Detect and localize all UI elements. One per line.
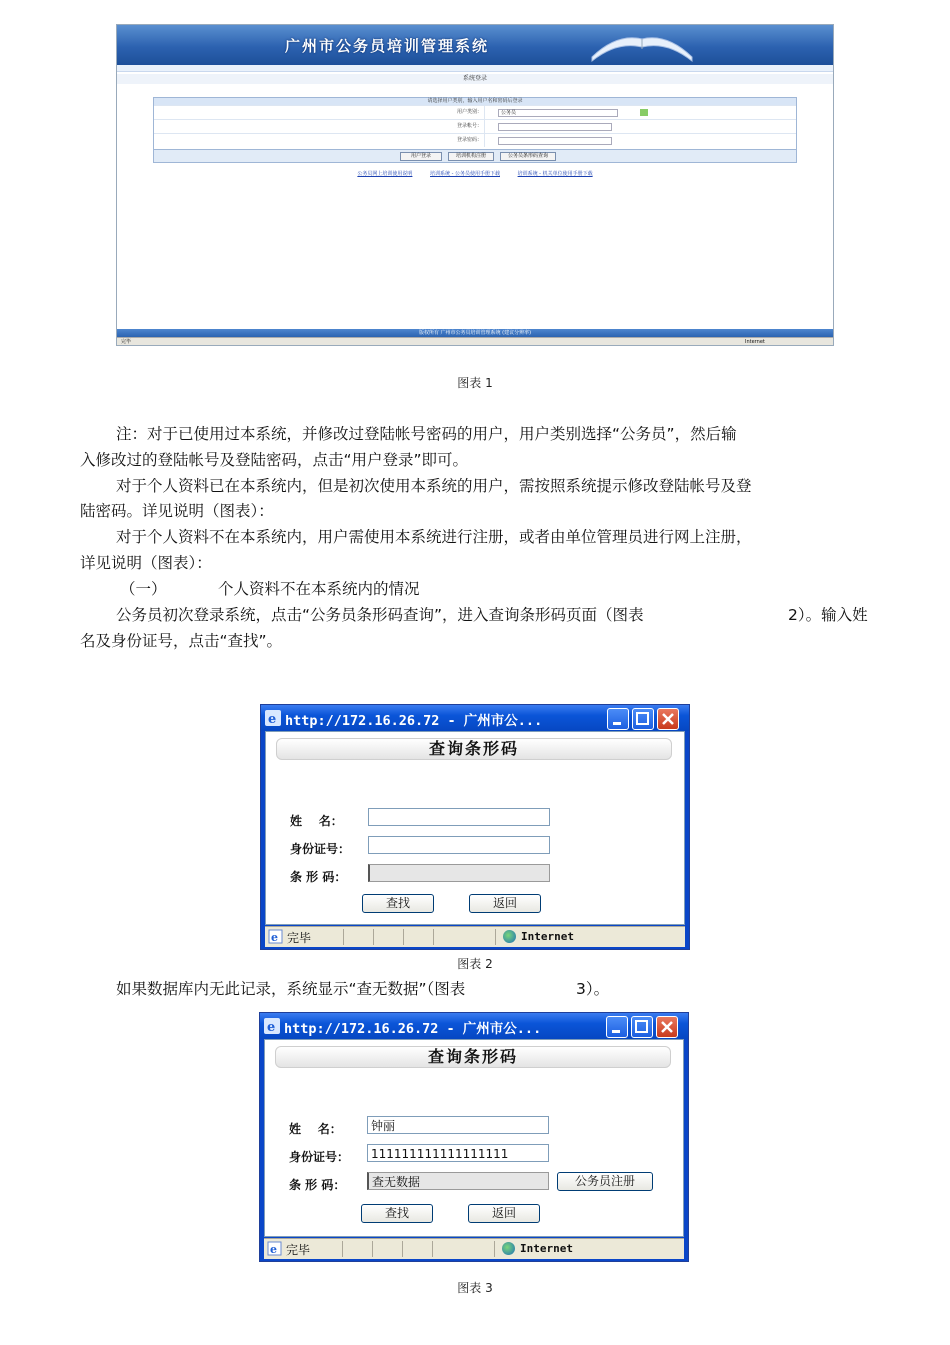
password-input[interactable] <box>498 137 612 145</box>
status-zone: Internet <box>745 339 765 345</box>
figure-1-caption: 图表 1 <box>457 376 493 390</box>
minimize-icon[interactable] <box>607 708 629 730</box>
window-title: http://172.16.26.72 - 广州市公... <box>285 713 543 729</box>
banner-subbar <box>117 65 833 72</box>
no-record-sentence: 如果数据库内无此记录，系统显示“查无数据”（图表 <box>116 980 466 998</box>
maximize-icon[interactable] <box>631 1016 653 1038</box>
figure-1-login-screenshot <box>116 24 834 346</box>
globe-icon <box>502 1242 515 1255</box>
password-row <box>154 133 796 147</box>
close-icon[interactable] <box>657 708 679 730</box>
back-button[interactable]: 返回 <box>468 1204 540 1223</box>
paragraph-1-line-1: 注：对于已使用过本系统，并修改过登陆帐号密码的用户，用户类别选择“公务员”，然后输 <box>116 425 737 443</box>
status-zone: Internet <box>520 1242 573 1255</box>
paragraph-2-line-2: 陆密码。详见说明（图表）： <box>80 502 274 520</box>
help-link-usage[interactable]: 公务员网上培训使用说明 <box>357 171 413 177</box>
svg-text:e: e <box>267 1020 276 1034</box>
banner-title: 广州市公务员培训管理系统 <box>285 37 490 55</box>
id-number-label: 身份证号： <box>289 1150 350 1164</box>
figure-2-browser-window <box>260 704 690 950</box>
window-titlebar <box>260 1013 688 1039</box>
password-label: 登录密码： <box>456 137 482 143</box>
status-done: 完毕 <box>121 339 132 345</box>
help-link-unit-manual[interactable]: 培训系统 - 机关单位使用手册下载 <box>517 171 593 177</box>
staff-register-button[interactable]: 公务员注册 <box>557 1172 653 1191</box>
user-login-button[interactable]: 用户登录 <box>400 152 442 161</box>
account-row <box>154 119 796 133</box>
paragraph-3-line-1: 对于个人资料不在本系统内，用户需使用本系统进行注册，或者由单位管理员进行网上注册， <box>116 528 752 546</box>
system-banner <box>117 25 833 65</box>
name-label: 姓 名： <box>290 814 343 828</box>
page-icon <box>267 1241 282 1256</box>
user-type-select[interactable]: 公务员 <box>498 109 618 117</box>
browser-statusbar <box>265 926 685 947</box>
help-link-staff-manual[interactable]: 培训系统 - 公务员使用手册下载 <box>430 171 500 177</box>
ie-icon <box>265 710 281 726</box>
barcode-label: 条 形 码： <box>290 870 347 884</box>
page-heading: 查询条形码 <box>275 1046 671 1068</box>
user-type-label: 用户类别： <box>456 109 482 115</box>
paragraph-4-line-1-tail: 2）。输入姓 <box>788 606 868 624</box>
no-record-sentence-tail: 3）。 <box>576 980 610 998</box>
id-number-input[interactable]: 111111111111111111 <box>367 1144 549 1162</box>
browser-statusbar <box>117 337 833 346</box>
paragraph-3-line-2: 详见说明（图表）： <box>80 554 212 572</box>
open-book-icon <box>587 27 697 63</box>
browser-statusbar <box>264 1238 684 1259</box>
status-zone: Internet <box>521 930 574 943</box>
section-number: （一） <box>120 580 167 598</box>
ie-icon <box>264 1018 280 1034</box>
barcode-query-button[interactable]: 公务员条形码查询 <box>500 152 556 161</box>
status-done: 完毕 <box>287 931 312 945</box>
account-label: 登录帐号： <box>456 123 482 129</box>
page-footer: 版权所有 广州市公务员培训管理系统 (建议分辨率) <box>117 329 833 337</box>
paragraph-1-line-2: 入修改过的登陆帐号及登陆密码，点击“用户登录”即可。 <box>80 451 469 469</box>
user-type-row <box>154 105 796 119</box>
figure-3-caption: 图表 3 <box>457 1281 493 1295</box>
institution-register-button[interactable]: 培训机构注册 <box>448 152 494 161</box>
find-button[interactable]: 查找 <box>361 1204 433 1223</box>
svg-text:e: e <box>270 1243 277 1256</box>
paragraph-4-line-2: 名及身份证号，点击“查找”。 <box>80 632 283 650</box>
find-button[interactable]: 查找 <box>362 894 434 913</box>
dropdown-arrow-icon[interactable] <box>640 109 648 116</box>
barcode-field: 查无数据 <box>367 1172 549 1190</box>
close-icon[interactable] <box>656 1016 678 1038</box>
name-input[interactable]: 钟丽 <box>367 1116 549 1134</box>
svg-text:e: e <box>271 931 278 944</box>
page-heading: 查询条形码 <box>276 738 672 760</box>
name-input[interactable] <box>368 808 550 826</box>
page-content <box>265 731 685 925</box>
login-button-row <box>153 149 797 163</box>
figure-3-browser-window <box>259 1012 689 1262</box>
status-done: 完毕 <box>286 1243 311 1257</box>
page-icon <box>268 929 283 944</box>
svg-text:e: e <box>268 712 277 726</box>
paragraph-4-line-1: 公务员初次登录系统，点击“公务员条形码查询”，进入查询条形码页面（图表 <box>116 606 644 624</box>
page-content <box>264 1039 684 1237</box>
id-number-input[interactable] <box>368 836 550 854</box>
id-number-label: 身份证号： <box>290 842 351 856</box>
section-heading: 个人资料不在本系统内的情况 <box>218 580 420 598</box>
back-button[interactable]: 返回 <box>469 894 541 913</box>
form-hint: 请选择用户类别，输入用户名和密码后登录 <box>154 98 796 105</box>
maximize-icon[interactable] <box>632 708 654 730</box>
globe-icon <box>503 930 516 943</box>
barcode-label: 条 形 码： <box>289 1178 346 1192</box>
section-title: 系统登录 <box>117 74 833 84</box>
figure-2-caption: 图表 2 <box>457 957 493 971</box>
window-titlebar <box>261 705 689 731</box>
barcode-field <box>368 864 550 882</box>
name-label: 姓 名： <box>289 1122 342 1136</box>
paragraph-2-line-1: 对于个人资料已在本系统内，但是初次使用本系统的用户，需按照系统提示修改登陆帐号及登 <box>116 477 752 495</box>
minimize-icon[interactable] <box>606 1016 628 1038</box>
window-title: http://172.16.26.72 - 广州市公... <box>284 1021 542 1037</box>
account-input[interactable] <box>498 123 612 131</box>
help-links <box>117 170 833 177</box>
